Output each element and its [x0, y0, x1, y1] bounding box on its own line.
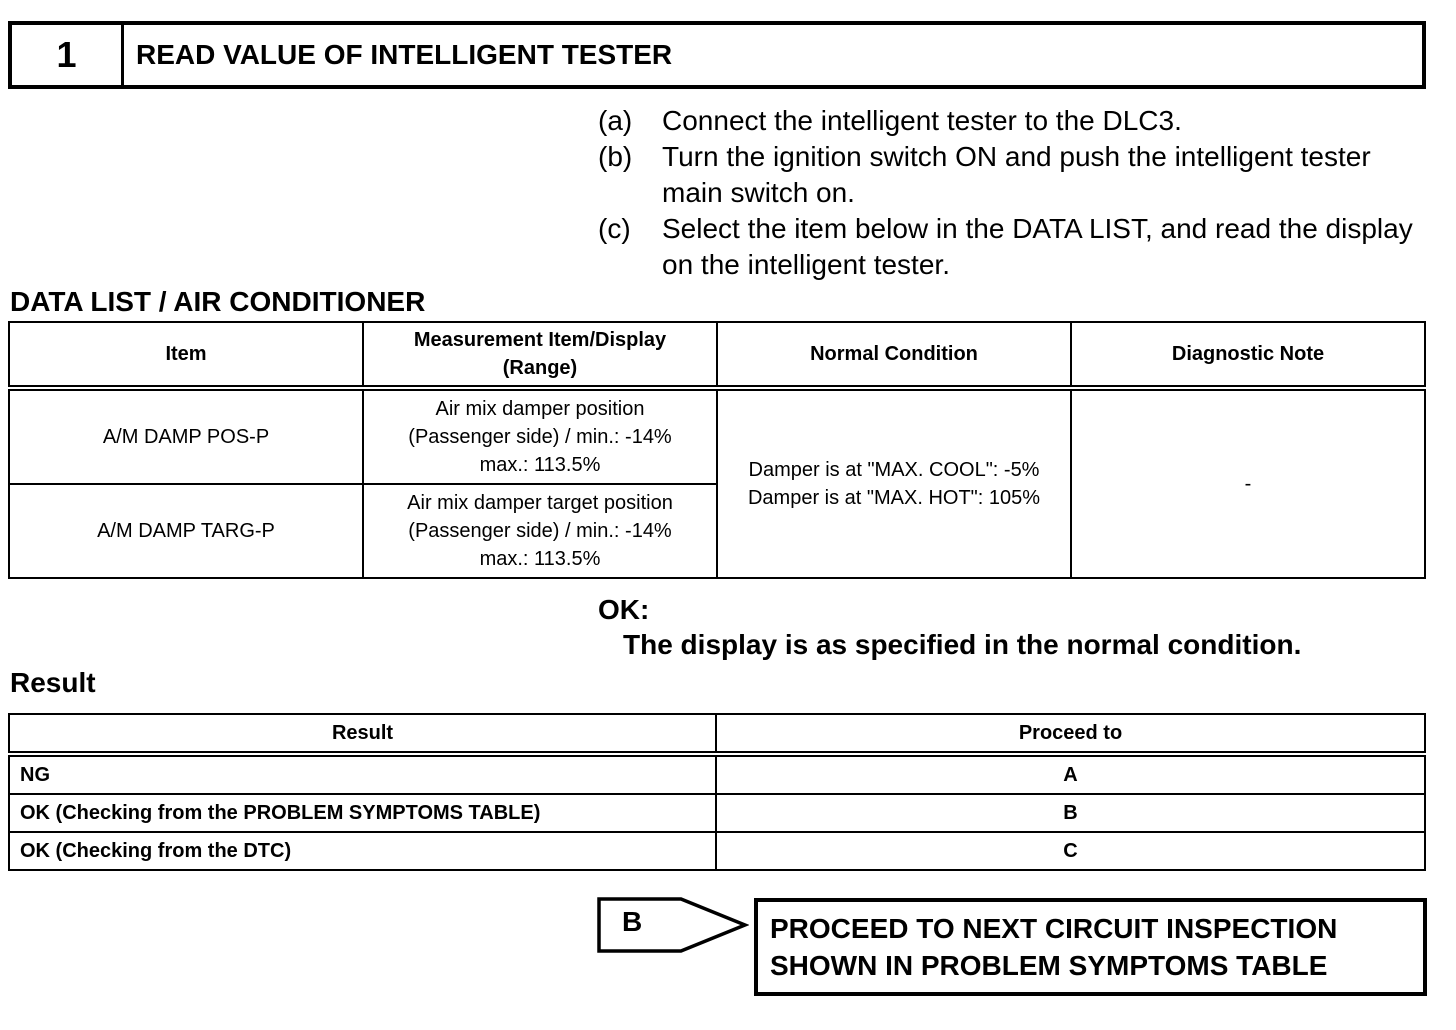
instruction-label: (b)	[598, 141, 633, 172]
instruction-c	[598, 211, 1418, 283]
proceed-cell: C	[716, 832, 1425, 870]
data-list-title: DATA LIST / AIR CONDITIONER	[10, 286, 426, 317]
normal-condition-text: Damper is at "MAX. COOL": -5% Damper is at "MAX. HOT": 105%	[747, 459, 1041, 509]
table-row	[9, 388, 1425, 484]
measurement-text: Air mix damper target position (Passenger side) / min.: -14% max.: 113.5%	[407, 492, 673, 570]
header-measurement-text: Measurement Item/Display (Range)	[413, 329, 667, 379]
ok-label: OK:	[598, 594, 650, 625]
item-cell: A/M DAMP TARG-P	[9, 484, 363, 578]
step-number: 1	[12, 25, 124, 85]
result-title: Result	[10, 667, 96, 698]
instruction-b	[598, 139, 1418, 211]
step-header	[8, 21, 1426, 89]
header-result: Result	[9, 714, 716, 754]
item-cell: A/M DAMP POS-P	[9, 388, 363, 484]
measurement-cell	[363, 388, 717, 484]
proceed-cell: B	[716, 794, 1425, 832]
instructions	[598, 103, 1418, 283]
proceed-box	[754, 898, 1427, 996]
proceed-cell: A	[716, 754, 1425, 794]
branch-label: B	[622, 906, 643, 937]
result-table	[8, 713, 1426, 871]
proceed-line-2: SHOWN IN PROBLEM SYMPTOMS TABLE	[770, 950, 1328, 981]
result-cell: OK (Checking from the PROBLEM SYMPTOMS TABLE)	[9, 794, 716, 832]
data-list-table	[8, 321, 1426, 579]
result-cell: OK (Checking from the DTC)	[9, 832, 716, 870]
instruction-text: Connect the intelligent tester to the DLC3.	[662, 105, 1182, 136]
header-proceed: Proceed to	[716, 714, 1425, 754]
step-title: READ VALUE OF INTELLIGENT TESTER	[136, 39, 673, 70]
header-measurement	[363, 322, 717, 388]
instruction-label: (c)	[598, 213, 631, 244]
table-header-row	[9, 322, 1425, 388]
branch-arrow-icon	[597, 896, 749, 956]
instruction-a	[598, 103, 1418, 139]
header-diagnostic-note: Diagnostic Note	[1071, 322, 1425, 388]
header-normal-condition: Normal Condition	[717, 322, 1071, 388]
ok-text: The display is as specified in the normal condition.	[623, 629, 1302, 660]
instruction-label: (a)	[598, 105, 633, 136]
normal-condition-cell	[717, 388, 1071, 578]
table-row	[9, 832, 1425, 870]
diagnostic-note-cell: -	[1071, 388, 1425, 578]
instruction-text: Turn the ignition switch ON and push the intelligent tester main switch on.	[662, 141, 1371, 208]
proceed-line-1: PROCEED TO NEXT CIRCUIT INSPECTION	[770, 913, 1338, 944]
instruction-text: Select the item below in the DATA LIST, and read the display on the intelligent tester.	[662, 213, 1413, 280]
header-item: Item	[9, 322, 363, 388]
table-row	[9, 794, 1425, 832]
measurement-text: Air mix damper position (Passenger side) / min.: -14% max.: 113.5%	[408, 398, 672, 476]
table-header-row	[9, 714, 1425, 754]
result-cell: NG	[9, 754, 716, 794]
measurement-cell	[363, 484, 717, 578]
table-row	[9, 754, 1425, 794]
